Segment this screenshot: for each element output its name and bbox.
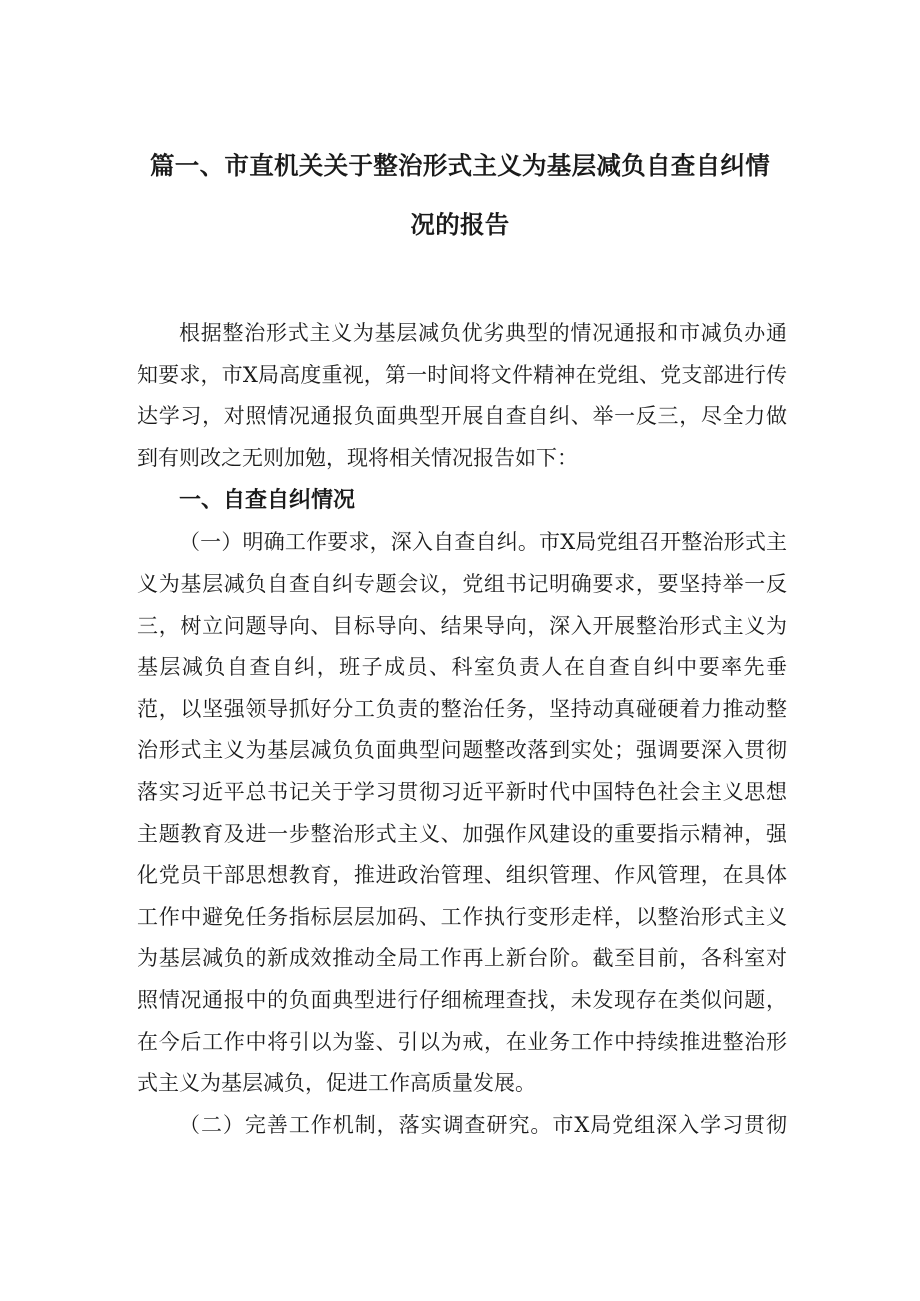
intro-paragraph: 根据整治形式主义为基层减负优劣典型的情况通报和市减负办通知要求，市X局高度重视，第一时间将文件精神在党组、党支部进行传达学习，对照情况通报负面典型开展自查自纠、举一反三，尽全力做到有则改之无则加勉，现将相关情况报告如下：	[137, 321, 787, 470]
document-title-line-2: 况的报告	[410, 210, 510, 239]
paragraph-2: （二）完善工作机制，落实调查研究。市X局党组深入学习贯彻	[179, 1112, 787, 1137]
document-body	[137, 313, 787, 1146]
document-title-line-1: 篇一、市直机关关于整治形式主义为基层减负自查自纠情	[150, 151, 770, 180]
section-heading-1: 一、自查自纠情况	[179, 488, 356, 514]
paragraph-1: （一）明确工作要求，深入自查自纠。市X局党组召开整治形式主义为基层减负自查自纠专题会议，党组书记明确要求，要坚持举一反三，树立问题导向、目标导向、结果导向，深入开展整治形式主义为基层减负自查自纠，班子成员、科室负责人在自查自纠中要率先垂范，以坚强领导抓好分工负责的整治任务，坚持动真碰硬着力推动整治形式主义为基层减负负面典型问题整改落到实处；强调要深入贯彻落实习近平总书记关于学习贯彻习近平新时代中国特色社会主义思想主题教育及进一步整治形式主义、加强作风建设的重要指示精神，强化党员干部思想教育，推进政治管理、组织管理、作风管理，在具体工作中避免任务指标层层加码、工作执行变形走样，以整治形式主义为基层减负的新成效推动全局工作再上新台阶。截至目前，各科室对照情况通报中的负面典型进行仔细梳理查找，未发现存在类似问题，在今后工作中将引以为鉴、引以为戒，在业务工作中持续推进整治形式主义为基层减负，促进工作高质量发展。	[137, 530, 787, 1096]
